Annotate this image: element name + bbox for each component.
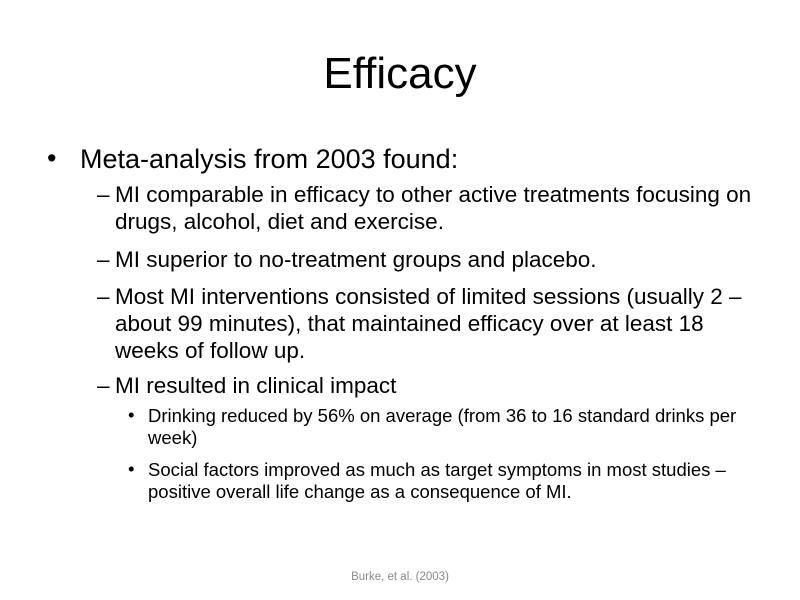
sub-sub-bullet-social-factors [128, 458, 768, 503]
bullet-dot-icon: • [128, 458, 135, 479]
dash-icon: – [97, 182, 110, 207]
slide-title: Efficacy [323, 49, 477, 98]
sub-sub-bullet-text: Social factors improved as much as target symptoms in most studies – positive overall life change as a consequence of MI. [148, 459, 726, 502]
dash-icon: – [97, 373, 110, 398]
bullet-meta-analysis [47, 143, 760, 176]
sub-bullet-text: Most MI interventions consisted of limited sessions (usually 2 – about 99 minutes), that maintained efficacy over at least 18 weeks of follow up. [115, 284, 742, 363]
sub-bullet-text: MI comparable in efficacy to other active treatments focusing on drugs, alcohol, diet and exercise. [115, 182, 752, 234]
sub-sub-bullet-text: Drinking reduced by 56% on average (from 36 to 16 standard drinks per week) [148, 405, 737, 448]
bullet-text: Meta-analysis from 2003 found: [80, 144, 459, 174]
bullet-dot-icon: • [128, 404, 135, 425]
sub-bullet-limited-sessions [97, 283, 765, 364]
sub-bullet-clinical-impact [97, 372, 765, 399]
citation: Burke, et al. (2003) [351, 571, 449, 583]
dash-icon: – [97, 247, 110, 272]
sub-bullet-text: MI superior to no-treatment groups and placebo. [115, 247, 597, 272]
sub-sub-bullet-drinking-reduced [128, 404, 768, 449]
dash-icon: – [97, 284, 110, 309]
sub-bullet-superior [97, 246, 765, 273]
sub-bullet-comparable-efficacy [97, 181, 765, 235]
sub-bullet-text: MI resulted in clinical impact [115, 373, 397, 398]
bullet-dot-icon: • [47, 143, 57, 173]
